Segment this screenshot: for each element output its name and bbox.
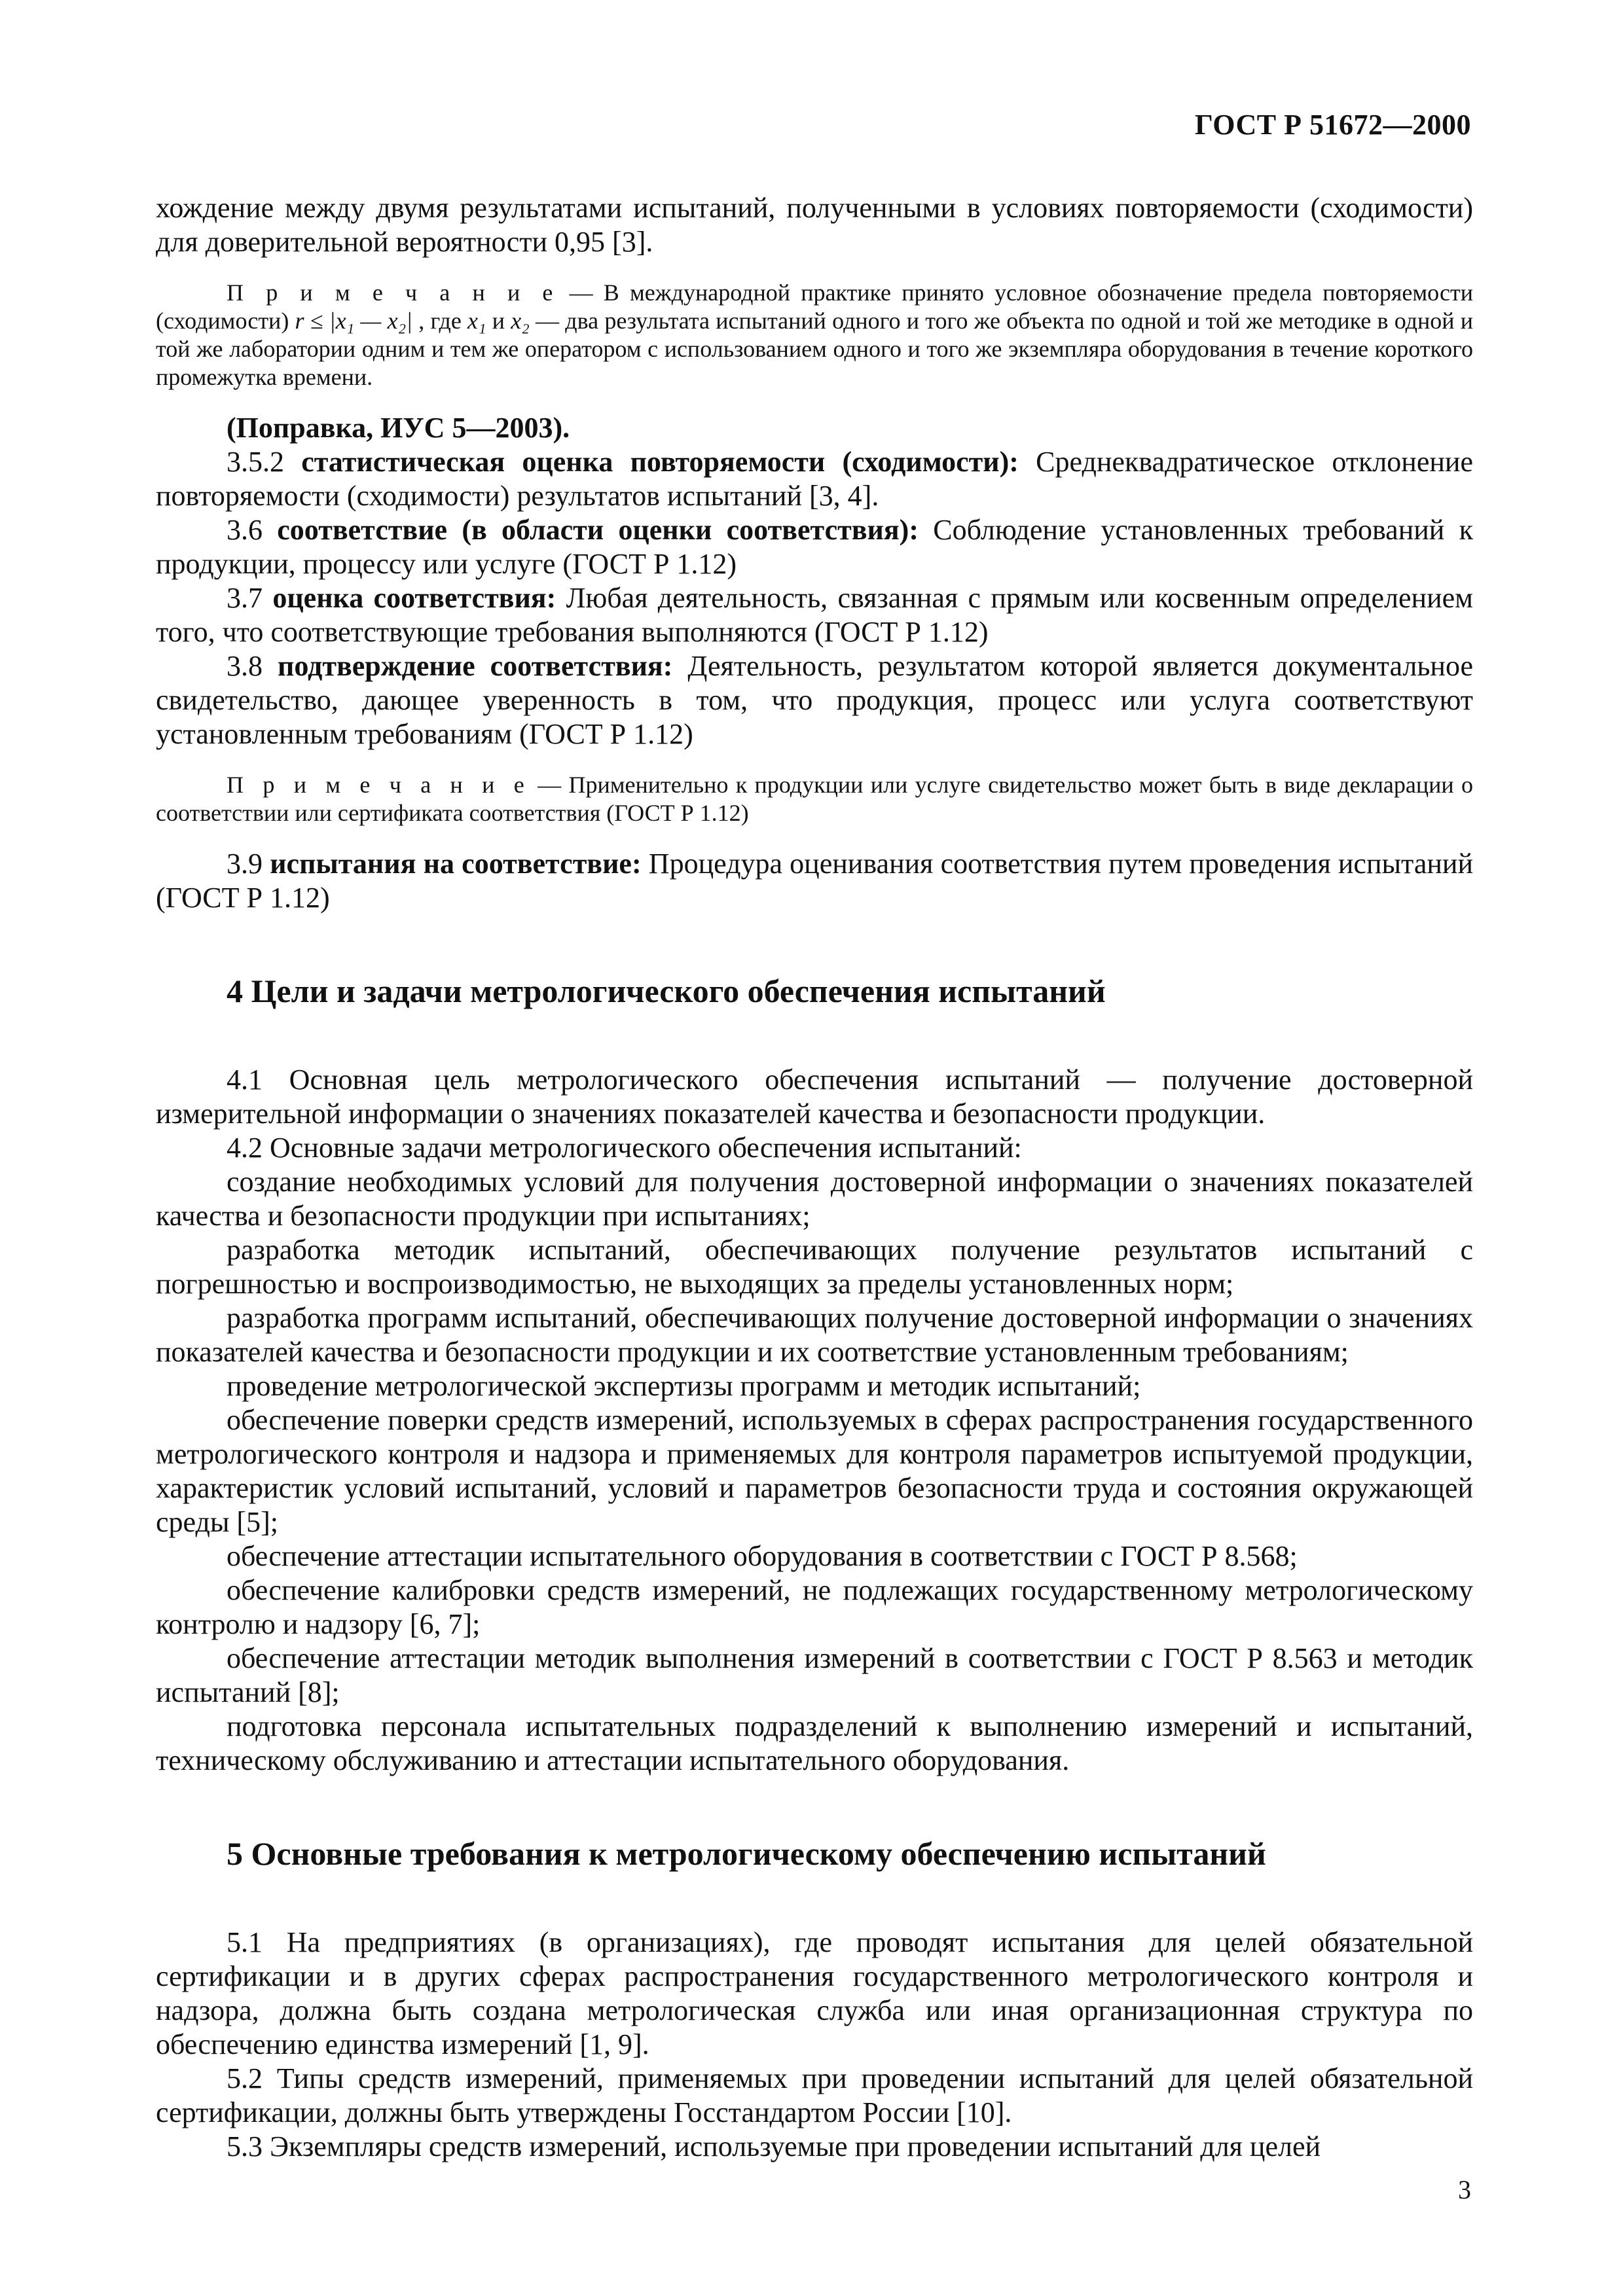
section-4-paragraph: проведение метрологической экспертизы программ и методик испытаний; (227, 1370, 1141, 1402)
term-3-5-2: 3.5.2 статистическая оценка повторяемости (сходимости): Среднеквадратическое отклонение повторяемости (сходимости) результатов испытаний [3, 4]. (156, 446, 1474, 512)
term-3-9: 3.9 испытания на соответствие: Процедура оценивания соответствия путем проведения испытаний (ГОСТ Р 1.12) (156, 848, 1473, 914)
document-number-header: ГОСТ Р 51672—2000 (1194, 109, 1471, 141)
section-5-heading: 5 Основные требования к метрологическому обеспечению испытаний (227, 1835, 1266, 1872)
term-3-7: 3.7 оценка соответствия: Любая деятельность, связанная с прямым или косвенным определением того, что соответствующие требования выполняются (ГОСТ Р 1.12) (156, 582, 1474, 648)
section-4-paragraph: подготовка персонала испытательных подразделений к выполнению измерений и испытаний, техническому обслуживанию и аттестации испытательного оборудования. (156, 1710, 1473, 1776)
section-4-paragraph: разработка методик испытаний, обеспечивающих получение результатов испытаний с погрешностью и воспроизводимостью, не выходящих за пределы установленных норм; (156, 1234, 1473, 1300)
note-2: П р и м е ч а н и е — Применительно к продукции или услуге свидетельство может быть в виде декларации о соответствии или сертификата соответствия (ГОСТ Р 1.12) (156, 772, 1474, 826)
section-4-paragraph: обеспечение аттестации испытательного оборудования в соответствии с ГОСТ Р 8.568; (227, 1540, 1298, 1572)
note-label: П р и м е ч а н и е (227, 279, 559, 306)
repeatability-formula: r ≤ |x₁ — x₂| (295, 308, 413, 334)
term-3-6: 3.6 соответствие (в области оценки соответствия): Соблюдение установленных требований к продукции, процессу или услуге (ГОСТ Р 1.12) (156, 514, 1474, 580)
section-4-paragraph: разработка программ испытаний, обеспечивающих получение достоверной информации о значениях показателей качества и безопасности продукции и их соответствие установленным требованиям; (156, 1302, 1473, 1368)
note-label: П р и м е ч а н и е (227, 772, 530, 798)
section-4-paragraph: обеспечение калибровки средств измерений, не подлежащих государственному метрологическому контролю и надзору [6, 7]; (156, 1574, 1473, 1640)
section-5-paragraph: 5.3 Экземпляры средств измерений, используемые при проведении испытаний для целей (227, 2130, 1321, 2162)
continued-paragraph: хождение между двумя результатами испытаний, полученными в условиях повторяемости (сходимости) для доверительной вероятности 0,95 [3]. (156, 192, 1473, 258)
section-4-paragraph: 4.2 Основные задачи метрологического обеспечения испытаний: (227, 1132, 1022, 1164)
section-4-heading: 4 Цели и задачи метрологического обеспечения испытаний (227, 973, 1106, 1009)
page-number: 3 (1458, 2175, 1471, 2204)
section-5-paragraph: 5.2 Типы средств измерений, применяемых при проведении испытаний для целей обязательной сертификации, должны быть утверждены Госстандартом России [10]. (156, 2062, 1473, 2128)
note-1: П р и м е ч а н и е — В международной практике принято условное обозначение предела повторяемости (сходимости) r ≤ |x₁ — x₂| , где x₁ и x₂ — два результата испытаний одного и того же объекта по одной и той же методике в одной и той же лаборатории одним и тем же оператором с использованием одного и того же экземпляра оборудования в течение короткого промежутка времени. (156, 279, 1474, 390)
section-4-paragraph: обеспечение аттестации методик выполнения измерений в соответствии с ГОСТ Р 8.563 и методик испытаний [8]; (156, 1642, 1473, 1708)
page-content (156, 191, 1473, 2164)
amendment-note: (Поправка, ИУС 5—2003). (227, 412, 570, 444)
term-3-8: 3.8 подтверждение соответствия: Деятельность, результатом которой является документальное свидетельство, дающее уверенность в том, что продукция, процесс или услуга соответствуют установленным требованиям (ГОСТ Р 1.12) (156, 650, 1474, 750)
section-4-paragraph: обеспечение поверки средств измерений, используемых в сферах распространения государственного метрологического контроля и надзора и применяемых для контроля параметров испытуемой продукции, характеристик условий испытаний, условий и параметров безопасности труда и состояния окружающей среды [5]; (156, 1404, 1473, 1538)
section-4-paragraph: 4.1 Основная цель метрологического обеспечения испытаний — получение достоверной измерительной информации о значениях показателей качества и безопасности продукции. (156, 1064, 1473, 1130)
section-4-paragraph: создание необходимых условий для получения достоверной информации о значениях показателей качества и безопасности продукции при испытаниях; (156, 1166, 1473, 1232)
section-5-paragraph: 5.1 На предприятиях (в организациях), где проводят испытания для целей обязательной сертификации и в других сферах распространения государственного метрологического контроля и надзора, должна быть создана метрологическая служба или иная организационная структура по обеспечению единства измерений [1, 9]. (156, 1926, 1473, 2060)
